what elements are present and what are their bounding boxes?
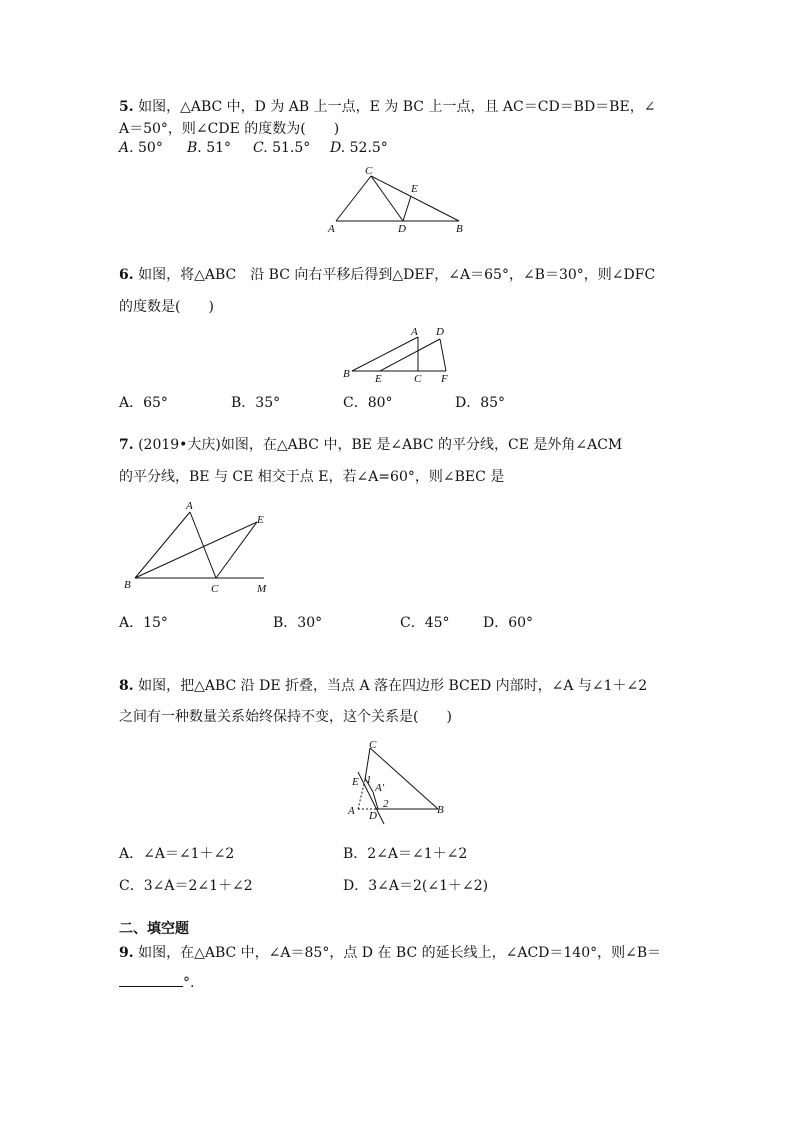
q6-label-b: B [343, 368, 350, 380]
q8-text-1: 如图，把△ABC 沿 DE 折叠，当点 A 落在四边形 BCED 内部时，∠A 与∠1＋∠2 [133, 678, 648, 694]
q6-option-b[interactable]: B．35° [231, 395, 281, 411]
q6-option-d[interactable]: D．85° [455, 395, 506, 411]
q8-option-c[interactable]: C．3∠A＝2∠1＋∠2 [119, 878, 253, 894]
q5-option-c-value: 51.5° [267, 140, 311, 156]
q7-option-d[interactable]: D．60° [483, 615, 534, 631]
q6-text-1: 如图，将△ABC 沿 BC 向右平移后得到△DEF，∠A＝65°，∠B＝30°，则∠DFC [133, 267, 656, 283]
q8-label-2: 2 [383, 798, 389, 810]
q5-option-b-letter: B. [187, 140, 202, 156]
q9-line2 [119, 972, 194, 994]
q7-label-a: A [186, 500, 193, 512]
q9-line1 [119, 942, 661, 964]
q6-option-a[interactable]: A．65° [119, 395, 168, 411]
q7-option-b[interactable]: B．30° [273, 615, 323, 631]
q7-option-c[interactable]: C．45° [400, 615, 450, 631]
q8-dashed-ea [358, 780, 365, 809]
q7-number: 7. [119, 437, 134, 453]
q5-label-a: A [328, 223, 335, 235]
q8-label-d: D [369, 810, 377, 822]
q5-option-a-value: 50° [133, 140, 163, 156]
q8-label-a: A [348, 805, 355, 817]
q8-option-d[interactable]: D．3∠A＝2(∠1＋∠2) [343, 878, 489, 894]
q7-option-a[interactable]: A．15° [119, 615, 168, 631]
q6-line2: 的度数是( ) [119, 299, 214, 315]
q9-number: 9. [119, 945, 134, 961]
q7-label-b: B [124, 579, 131, 591]
q8-option-b[interactable]: B．2∠A＝∠1＋∠2 [343, 846, 468, 862]
q7-text-1: (2019•大庆)如图，在△ABC 中，BE 是∠ABC 的平分线，CE 是外角∠ACM [133, 437, 623, 453]
q8-label-e: E [352, 776, 359, 788]
q8-label-a-prime: A' [375, 782, 385, 794]
q5-label-b: B [456, 223, 463, 235]
q9-text-1: 如图，在△ABC 中，∠A＝85°，点 D 在 BC 的延长线上，∠ACD＝140°，则∠B＝ [133, 945, 662, 961]
q6-number: 6. [119, 267, 134, 283]
q8-label-1: 1 [366, 774, 372, 786]
q6-option-c[interactable]: C．80° [343, 395, 393, 411]
q5-text-1: 如图，△ABC 中，D 为 AB 上一点，E 为 BC 上一点，且 AC＝CD＝BD＝BE，∠ [133, 99, 656, 115]
q6-label-e: E [375, 373, 382, 385]
q8-label-c: C [369, 739, 377, 751]
q6-label-c: C [414, 373, 422, 385]
q5-option-d-letter: D. [330, 140, 346, 156]
q5-option-d-value: 52.5° [345, 140, 388, 156]
q5-number: 5. [119, 99, 134, 115]
q8-segment-cb [370, 748, 438, 809]
q5-option-a-letter: A. [119, 140, 134, 156]
q8-option-a[interactable]: A．∠A＝∠1＋∠2 [119, 846, 235, 862]
q5-line2: A＝50°，则∠CDE 的度数为( ) [119, 121, 340, 137]
q8-label-b: B [437, 804, 444, 816]
q5-label-e: E [411, 183, 418, 195]
q5-option-c-letter: C. [253, 140, 268, 156]
q6-label-f: F [441, 373, 448, 385]
q7-label-e: E [257, 514, 264, 526]
q6-label-d: D [436, 326, 444, 338]
q8-line2: 之间有一种数量关系始终保持不变，这个关系是( ) [119, 709, 452, 725]
section-title: 二、填空题 [119, 921, 189, 937]
q7-label-c: C [211, 583, 219, 595]
q6-label-a: A [411, 326, 418, 338]
q7-line2: 的平分线，BE 与 CE 相交于点 E，若∠A=60°，则∠BEC 是 [119, 469, 505, 485]
q8-number: 8. [119, 678, 134, 694]
q9-answer-blank[interactable] [119, 972, 183, 987]
q5-option-b-value: 51° [201, 140, 232, 156]
q5-label-d: D [398, 223, 406, 235]
q7-label-m: M [257, 583, 267, 595]
q9-tail: °. [183, 975, 195, 991]
q5-label-c: C [365, 165, 373, 177]
